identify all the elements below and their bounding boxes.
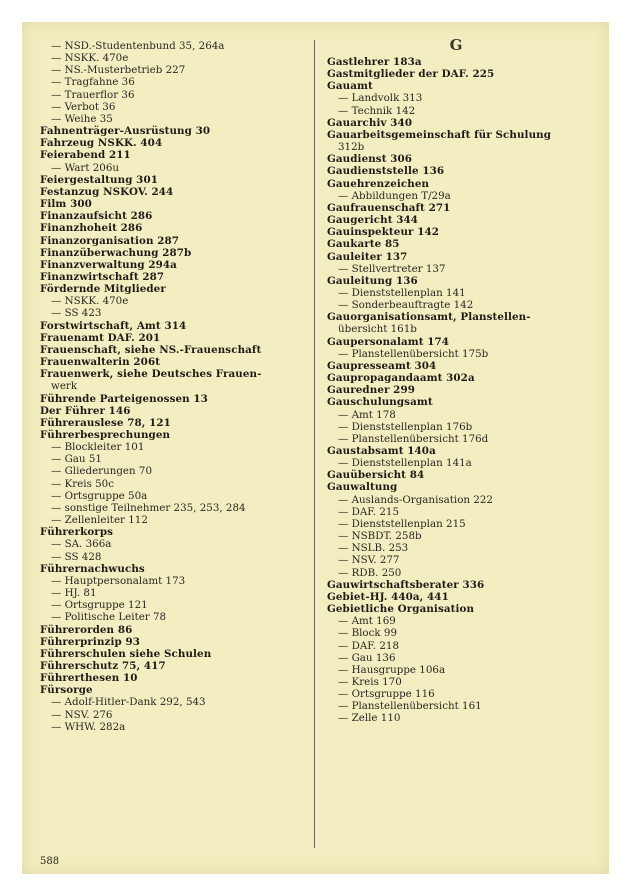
index-entry: Finanzüberwachung 287b	[40, 246, 192, 259]
index-subentry: — Gau 51	[51, 453, 102, 466]
index-entry: Gauarbeitsgemeinschaft für Schulung	[327, 128, 552, 141]
index-subentry: — Politische Leiter 78	[51, 611, 167, 624]
index-subentry: — HJ. 81	[51, 587, 97, 600]
index-entry: Finanzverwaltung 294a	[40, 258, 177, 271]
index-subentry: — Hausgruppe 106a	[338, 663, 446, 676]
index-subentry: — Weihe 35	[51, 112, 113, 125]
index-subentry: — Tragfahne 36	[51, 76, 135, 89]
index-entry: Gebietliche Organisation	[327, 603, 475, 616]
index-continuation: 312b	[338, 141, 365, 154]
page-number: 588	[40, 856, 60, 867]
index-entry: Gaupresseamt 304	[327, 359, 437, 372]
index-entry: Führerauslese 78, 121	[40, 416, 171, 429]
index-entry: Gauübersicht 84	[327, 469, 425, 482]
index-entry: Gaugericht 344	[327, 214, 419, 227]
index-entry: Führerprinzip 93	[40, 635, 140, 648]
index-subentry: — Wart 206u	[51, 161, 120, 174]
index-entry: Forstwirtschaft, Amt 314	[40, 319, 187, 332]
index-entry: Festanzug NSKOV. 244	[40, 185, 174, 198]
index-subentry: — Landvolk 313	[338, 92, 423, 105]
index-entry: Führerschulen siehe Schulen	[40, 647, 212, 660]
index-subentry: — Zelle 110	[338, 712, 401, 725]
index-entry: Der Führer 146	[40, 404, 131, 417]
index-subentry: — Planstellenübersicht 175b	[338, 347, 489, 360]
index-subentry: — NSV. 276	[51, 708, 113, 721]
index-entry: Gaupersonalamt 174	[327, 335, 450, 348]
index-subentry: — Blockleiter 101	[51, 441, 145, 454]
index-entry: Gastmitglieder der DAF. 225	[327, 68, 495, 81]
index-entry: Fahrzeug NSKK. 404	[40, 137, 163, 150]
index-subentry: — Gliederungen 70	[51, 465, 153, 478]
index-entry: Gaustabsamt 140a	[327, 445, 436, 457]
index-subentry: — Ortsgruppe 121	[51, 599, 148, 612]
index-subentry: — sonstige Teilnehmer 235, 253, 284	[51, 501, 246, 514]
index-entry: Finanzwirtschaft 287	[40, 270, 165, 283]
index-entry: Gauarchiv 340	[327, 116, 413, 129]
index-page	[22, 22, 609, 874]
index-entry: Gastlehrer 183a	[327, 56, 422, 68]
index-entry: Gauorganisationsamt, Planstellen-	[327, 311, 531, 324]
index-subentry: — Dienststellenplan 141a	[338, 457, 472, 470]
index-subentry: — Auslands-Organisation 222	[338, 493, 493, 506]
index-entry: Fürsorge	[40, 684, 93, 697]
index-entry: Gauleitung 136	[327, 274, 418, 287]
index-subentry: — SS 423	[51, 307, 102, 320]
index-entry: Feiergestaltung 301	[40, 173, 158, 186]
index-subentry: — Ortsgruppe 50a	[51, 489, 148, 502]
index-entry: Frauenschaft, siehe NS.-Frauenschaft	[40, 343, 262, 356]
index-entry: Gauehrenzeichen	[327, 177, 430, 190]
index-entry: Feierabend 211	[40, 149, 131, 162]
index-subentry: — NSV. 277	[338, 554, 400, 567]
index-subentry: — Ortsgruppe 116	[338, 688, 435, 701]
index-entry: Film 300	[40, 198, 92, 211]
index-subentry: — Gau 136	[338, 651, 396, 664]
index-entry: Frauenwalterin 206t	[40, 356, 161, 369]
index-entry: Frauenwerk, siehe Deutsches Frauen-	[40, 368, 262, 381]
index-subentry: — DAF. 215	[338, 505, 400, 518]
index-entry: Führende Parteigenossen 13	[40, 392, 208, 405]
index-subentry: — DAF. 218	[338, 639, 400, 652]
index-subentry: — Planstellenübersicht 176d	[338, 432, 489, 445]
index-subentry: — Amt 178	[338, 408, 396, 421]
index-entry: Gauamt	[327, 80, 373, 93]
index-entry: Gauleiter 137	[327, 250, 408, 263]
index-entry: Gauschulungsamt	[327, 396, 433, 409]
index-column-left	[40, 40, 310, 733]
index-subentry: — NS.-Musterbetrieb 227	[51, 64, 186, 77]
index-subentry: — NSD.-Studentenbund 35, 264a	[51, 40, 225, 52]
index-subentry: — NSKK. 470e	[51, 52, 129, 65]
index-entry: Führerthesen 10	[40, 672, 138, 685]
index-entry: Finanzhoheit 286	[40, 222, 143, 235]
index-subentry: — Stellvertreter 137	[338, 262, 446, 275]
index-entry: Fahnenträger-Ausrüstung 30	[40, 125, 211, 138]
index-entry: Frauenamt DAF. 201	[40, 331, 161, 344]
index-subentry: — RDB. 250	[338, 566, 402, 579]
index-subentry: — Planstellenübersicht 161	[338, 700, 482, 713]
column-divider	[314, 40, 315, 848]
index-subentry: — Kreis 170	[338, 675, 402, 688]
index-subentry: — Block 99	[338, 627, 398, 640]
index-entry: Finanzaufsicht 286	[40, 210, 153, 223]
index-subentry: — Abbildungen T/29a	[338, 189, 451, 202]
index-subentry: — Sonderbeauftragte 142	[338, 299, 474, 312]
index-entry: Gauredner 299	[327, 384, 415, 397]
index-entry: Führerbesprechungen	[40, 429, 171, 441]
index-subentry: — Dienststellenplan 215	[338, 517, 466, 530]
index-subentry: — Amt 169	[338, 615, 396, 628]
index-subentry: — Dienststellenplan 141	[338, 286, 466, 299]
index-entry: Führerschutz 75, 417	[40, 659, 166, 672]
index-continuation: übersicht 161b	[338, 323, 417, 336]
index-entry: Führerorden 86	[40, 623, 133, 636]
index-subentry: — Dienststellenplan 176b	[338, 420, 473, 433]
index-subentry: — Zellenleiter 112	[51, 514, 148, 527]
index-entry: Gebiet-HJ. 440a, 441	[327, 590, 449, 603]
index-subentry: — SA. 366a	[51, 538, 112, 551]
index-entry: Führerkorps	[40, 526, 114, 539]
index-subentry: — WHW. 282a	[51, 720, 126, 733]
index-subentry: — NSBDT. 258b	[338, 530, 422, 543]
index-entry: Gaudienststelle 136	[327, 165, 445, 178]
index-entry: Gaupropagandaamt 302a	[327, 372, 475, 385]
index-continuation: werk	[51, 380, 78, 393]
index-entry: Finanzorganisation 287	[40, 234, 180, 247]
index-subentry: — NSKK. 470e	[51, 295, 129, 308]
index-entry: Fördernde Mitglieder	[40, 283, 166, 296]
index-entry: Gauwaltung	[327, 481, 398, 494]
index-entry: Gauinspekteur 142	[327, 226, 440, 239]
index-subentry: — SS 428	[51, 550, 102, 563]
index-entry: Gaudienst 306	[327, 153, 413, 166]
index-subentry: — Hauptpersonalamt 173	[51, 574, 186, 587]
index-subentry: — NSLB. 253	[338, 542, 409, 555]
index-subentry: — Verbot 36	[51, 100, 116, 113]
section-letter: G	[449, 36, 463, 54]
index-entry: Gauwirtschaftsberater 336	[327, 578, 485, 591]
index-entry: Gaufrauenschaft 271	[327, 201, 451, 214]
index-column-right	[327, 36, 597, 725]
index-subentry: — Trauerflor 36	[51, 88, 135, 101]
index-entry: Gaukarte 85	[327, 238, 400, 251]
index-subentry: — Adolf-Hitler-Dank 292, 543	[51, 696, 206, 709]
index-subentry: — Kreis 50c	[51, 477, 114, 490]
index-subentry: — Technik 142	[338, 104, 416, 117]
index-entry: Führernachwuchs	[40, 562, 145, 575]
